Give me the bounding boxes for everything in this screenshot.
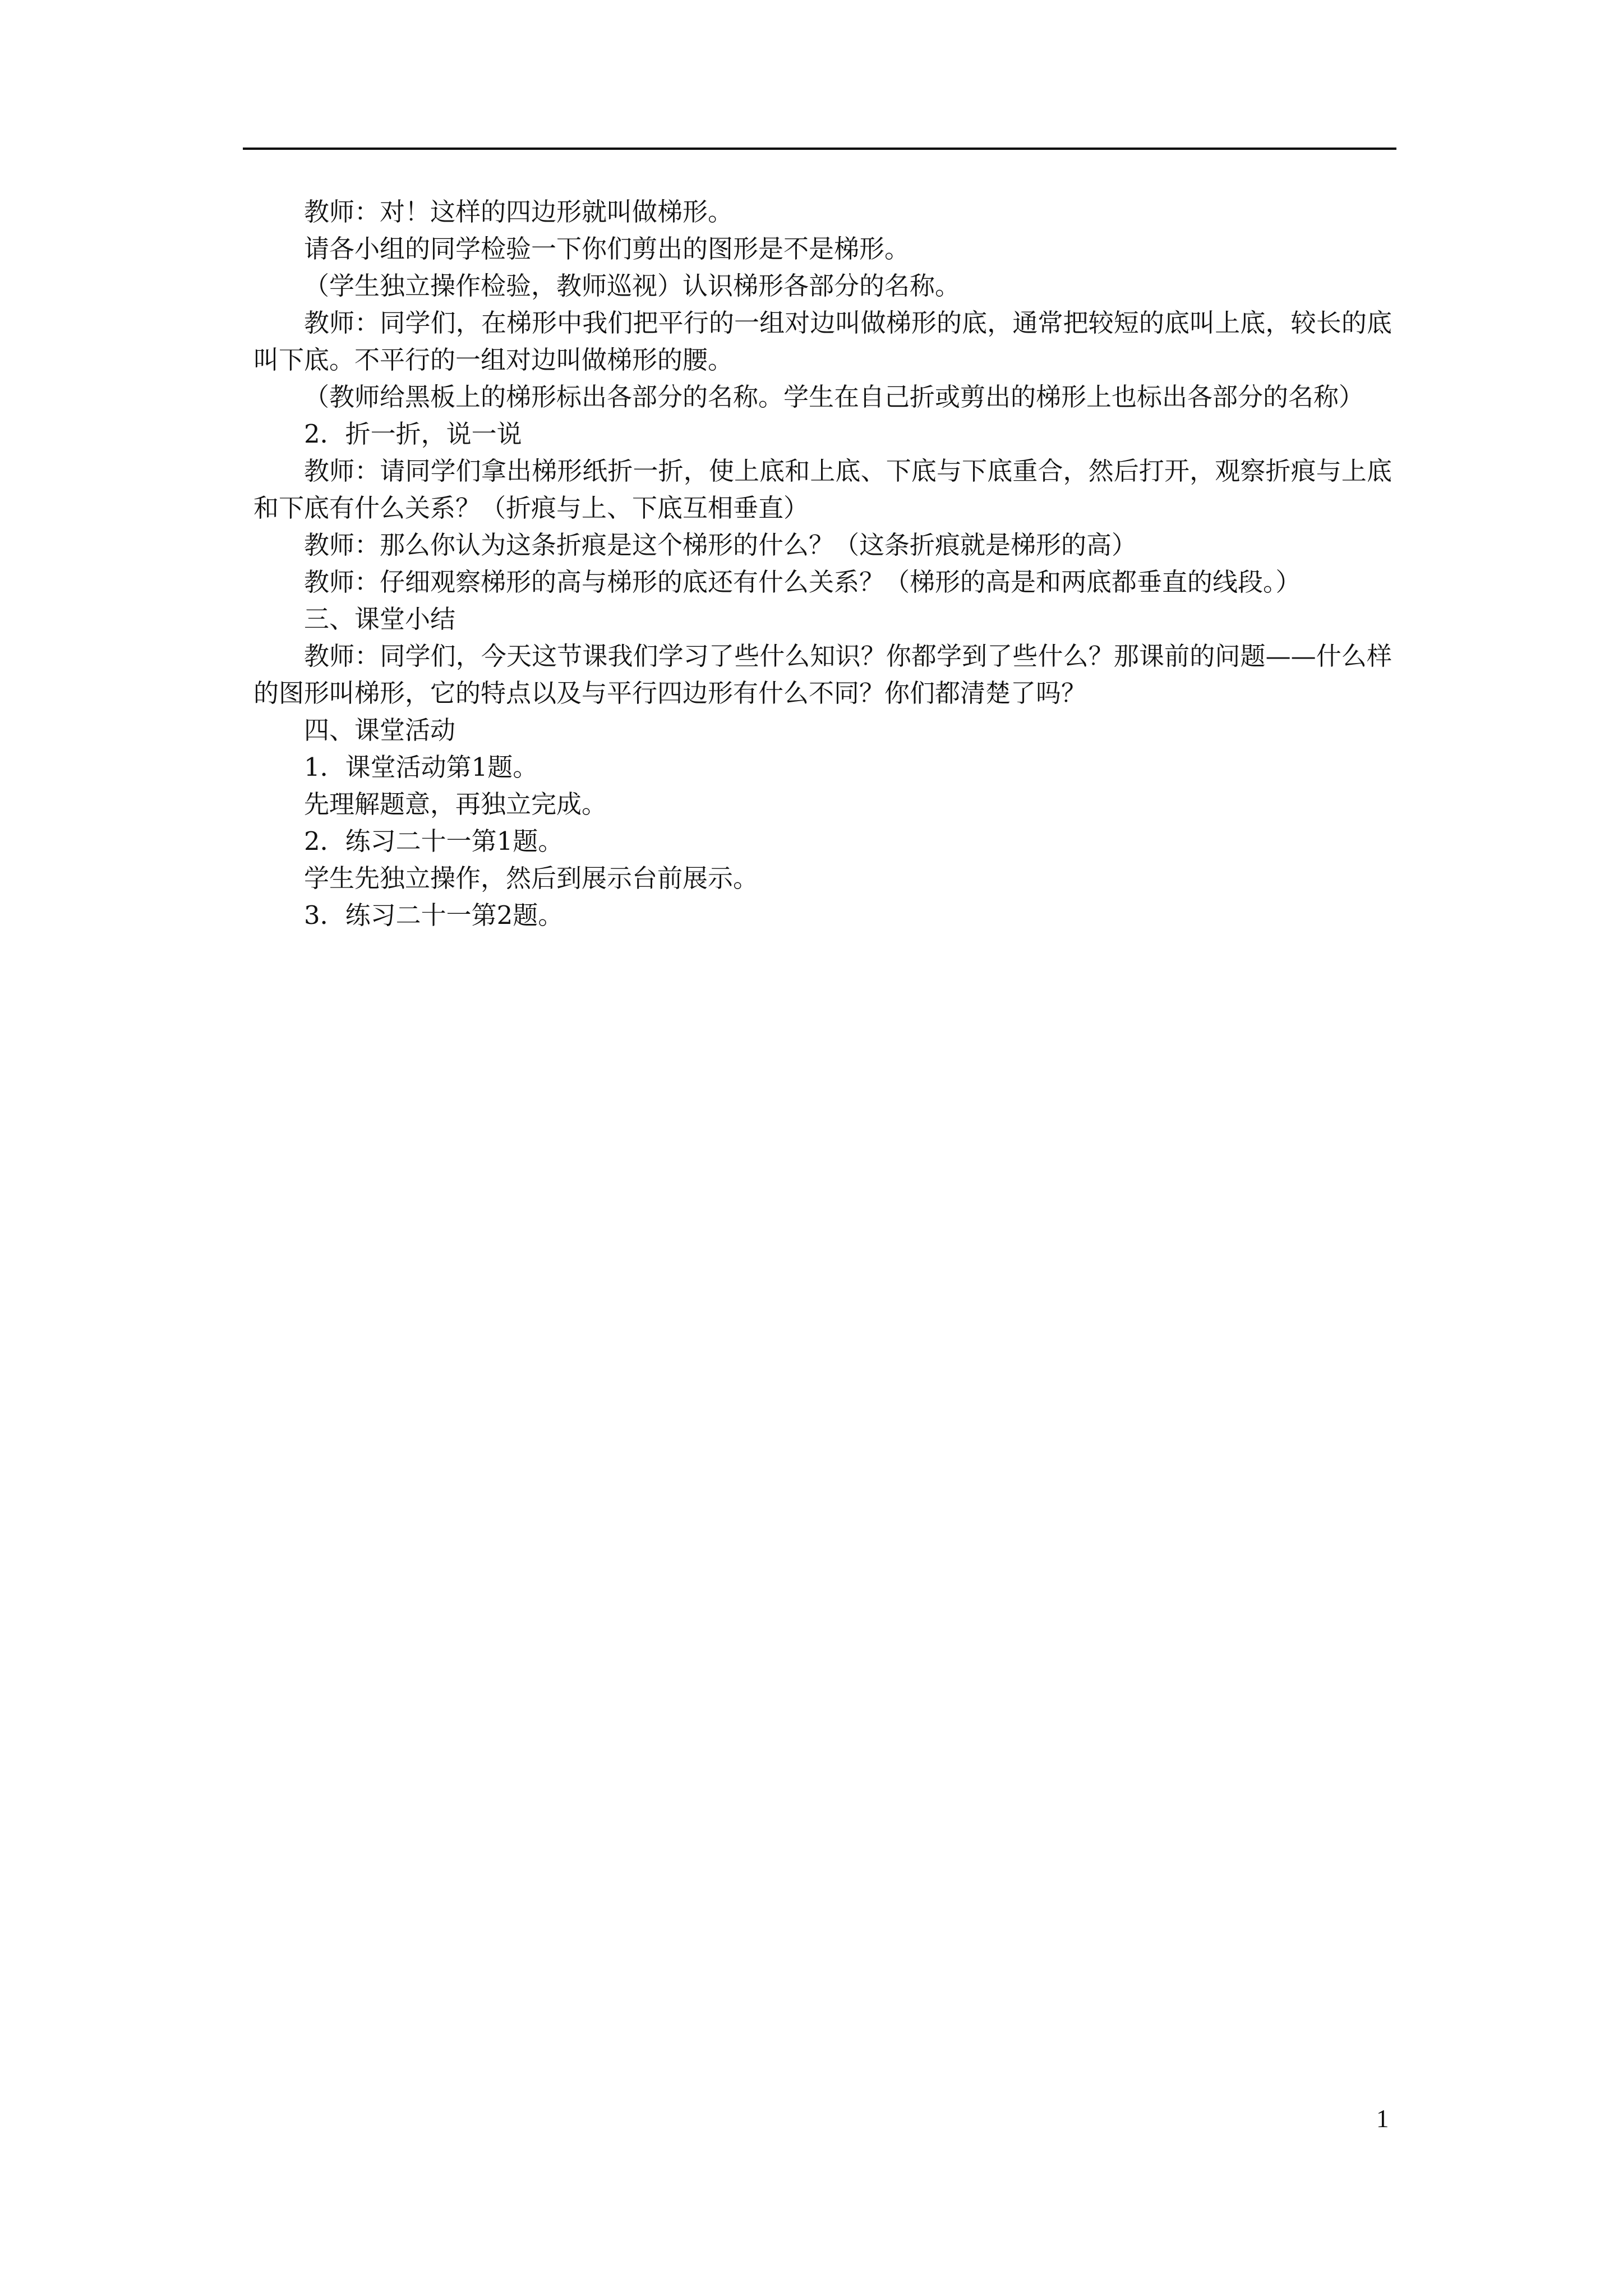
section-step: 2．折一折，说一说 (304, 419, 522, 449)
paragraph: 学生先独立操作，然后到展示台前展示。 (304, 863, 759, 893)
section-heading: 三、课堂小结 (304, 604, 456, 634)
list-item: 3．练习二十一第2题。 (304, 900, 564, 930)
list-item: 2．练习二十一第1题。 (304, 826, 564, 856)
paragraph: 教师：同学们，今天这节课我们学习了些什么知识？你都学到了些什么？那课前的问题——什么样的图形叫梯形，它的特点以及与平行四边形有什么不同？你们都清楚了吗？ (253, 641, 1392, 708)
paragraph: 教师：对！这样的四边形就叫做梯形。 (304, 197, 734, 227)
paragraph: 教师：仔细观察梯形的高与梯形的底还有什么关系？（梯形的高是和两底都垂直的线段。） (304, 567, 1301, 597)
paragraph: 教师：同学们，在梯形中我们把平行的一组对边叫做梯形的底，通常把较短的底叫上底，较长的底叫下底。不平行的一组对边叫做梯形的腰。 (253, 308, 1392, 375)
paragraph: 教师：请同学们拿出梯形纸折一折，使上底和上底、下底与下底重合，然后打开，观察折痕与上底和下底有什么关系？（折痕与上、下底互相垂直） (253, 456, 1392, 523)
page-number: 1 (1376, 2105, 1389, 2133)
list-item: 1．课堂活动第1题。 (304, 752, 538, 782)
paragraph: 教师：那么你认为这条折痕是这个梯形的什么？（这条折痕就是梯形的高） (304, 530, 1137, 560)
header-rule (243, 148, 1396, 150)
paragraph: （教师给黑板上的梯形标出各部分的名称。学生在自己折或剪出的梯形上也标出各部分的名称） (304, 382, 1364, 412)
paragraph: （学生独立操作检验，教师巡视）认识梯形各部分的名称。 (304, 271, 961, 301)
document-body (253, 194, 1392, 934)
paragraph: 请各小组的同学检验一下你们剪出的图形是不是梯形。 (304, 234, 910, 264)
paragraph: 先理解题意，再独立完成。 (304, 789, 607, 819)
section-heading: 四、课堂活动 (304, 715, 456, 745)
